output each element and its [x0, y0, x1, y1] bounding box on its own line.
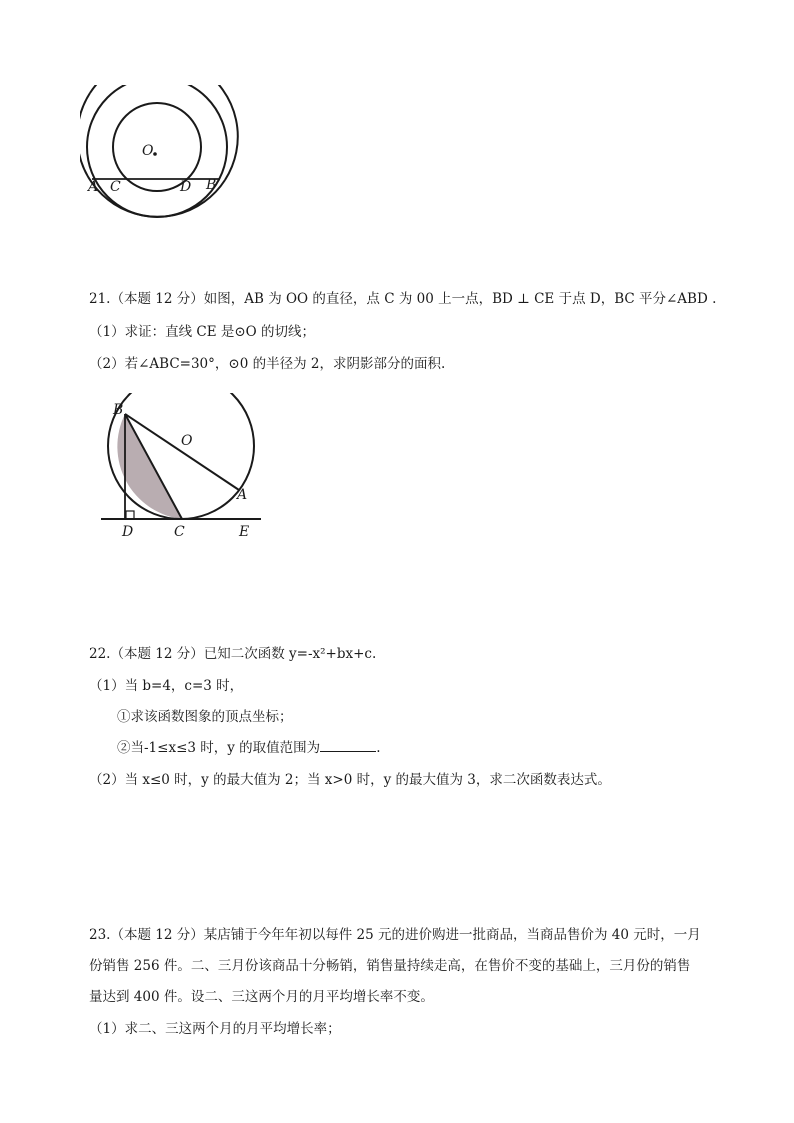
label-E: E [239, 524, 250, 540]
label-B: B [206, 177, 217, 193]
label-O: O [181, 433, 193, 449]
label-C: C [174, 524, 185, 540]
q22-sub1: ①求该函数图象的顶点坐标； [117, 709, 293, 725]
label-C: C [110, 179, 121, 195]
q21-part2: （2）若∠ABC=30°，⊙0 的半径为 2，求阴影部分的面积. [89, 356, 446, 372]
label-D: D [122, 524, 134, 540]
label-A: A [237, 487, 248, 503]
label-D: D [180, 179, 192, 195]
q22-part2: （2）当 x≤0 时，y 的最大值为 2；当 x>0 时，y 的最大值为 3，求二次函数表达式。 [89, 772, 611, 788]
label-A: A [88, 179, 99, 195]
q23-line1: 23.（本题 12 分）某店铺于今年年初以每件 25 元的进价购进一批商品，当商品售价为 40 元时，一月 [89, 927, 701, 943]
q22-sub2-text: ②当-1≤x≤3 时，y 的取值范围为 [117, 740, 321, 756]
label-B: B [113, 402, 124, 418]
q23-line2: 份销售 256 件。二、三月份该商品十分畅销，销售量持续走高，在售价不变的基础上，三月份的销售 [89, 958, 691, 974]
q22-stem: 22.（本题 12 分）已知二次函数 y=-x²+bx+c. [89, 646, 377, 662]
answer-blank[interactable] [320, 739, 376, 752]
q23-line3: 量达到 400 件。设二、三这两个月的月平均增长率不变。 [89, 989, 434, 1005]
q21-stem: 21.（本题 12 分）如图，AB 为 OO 的直径，点 C 为 00 上一点，BD ⊥ CE 于点 D，BC 平分∠ABD . [89, 291, 717, 307]
q23-part1: （1）求二、三这两个月的月平均增长率； [89, 1021, 341, 1037]
q22-sub2-end: . [376, 740, 381, 756]
q22-part1: （1）当 b=4，c=3 时， [89, 678, 244, 694]
q22-sub2 [117, 739, 380, 757]
q21-figure [95, 393, 275, 543]
label-O: O [142, 143, 154, 159]
concentric-circles-figure [80, 85, 240, 220]
q21-part1: （1）求证：直线 CE 是⊙O 的切线； [89, 324, 316, 340]
